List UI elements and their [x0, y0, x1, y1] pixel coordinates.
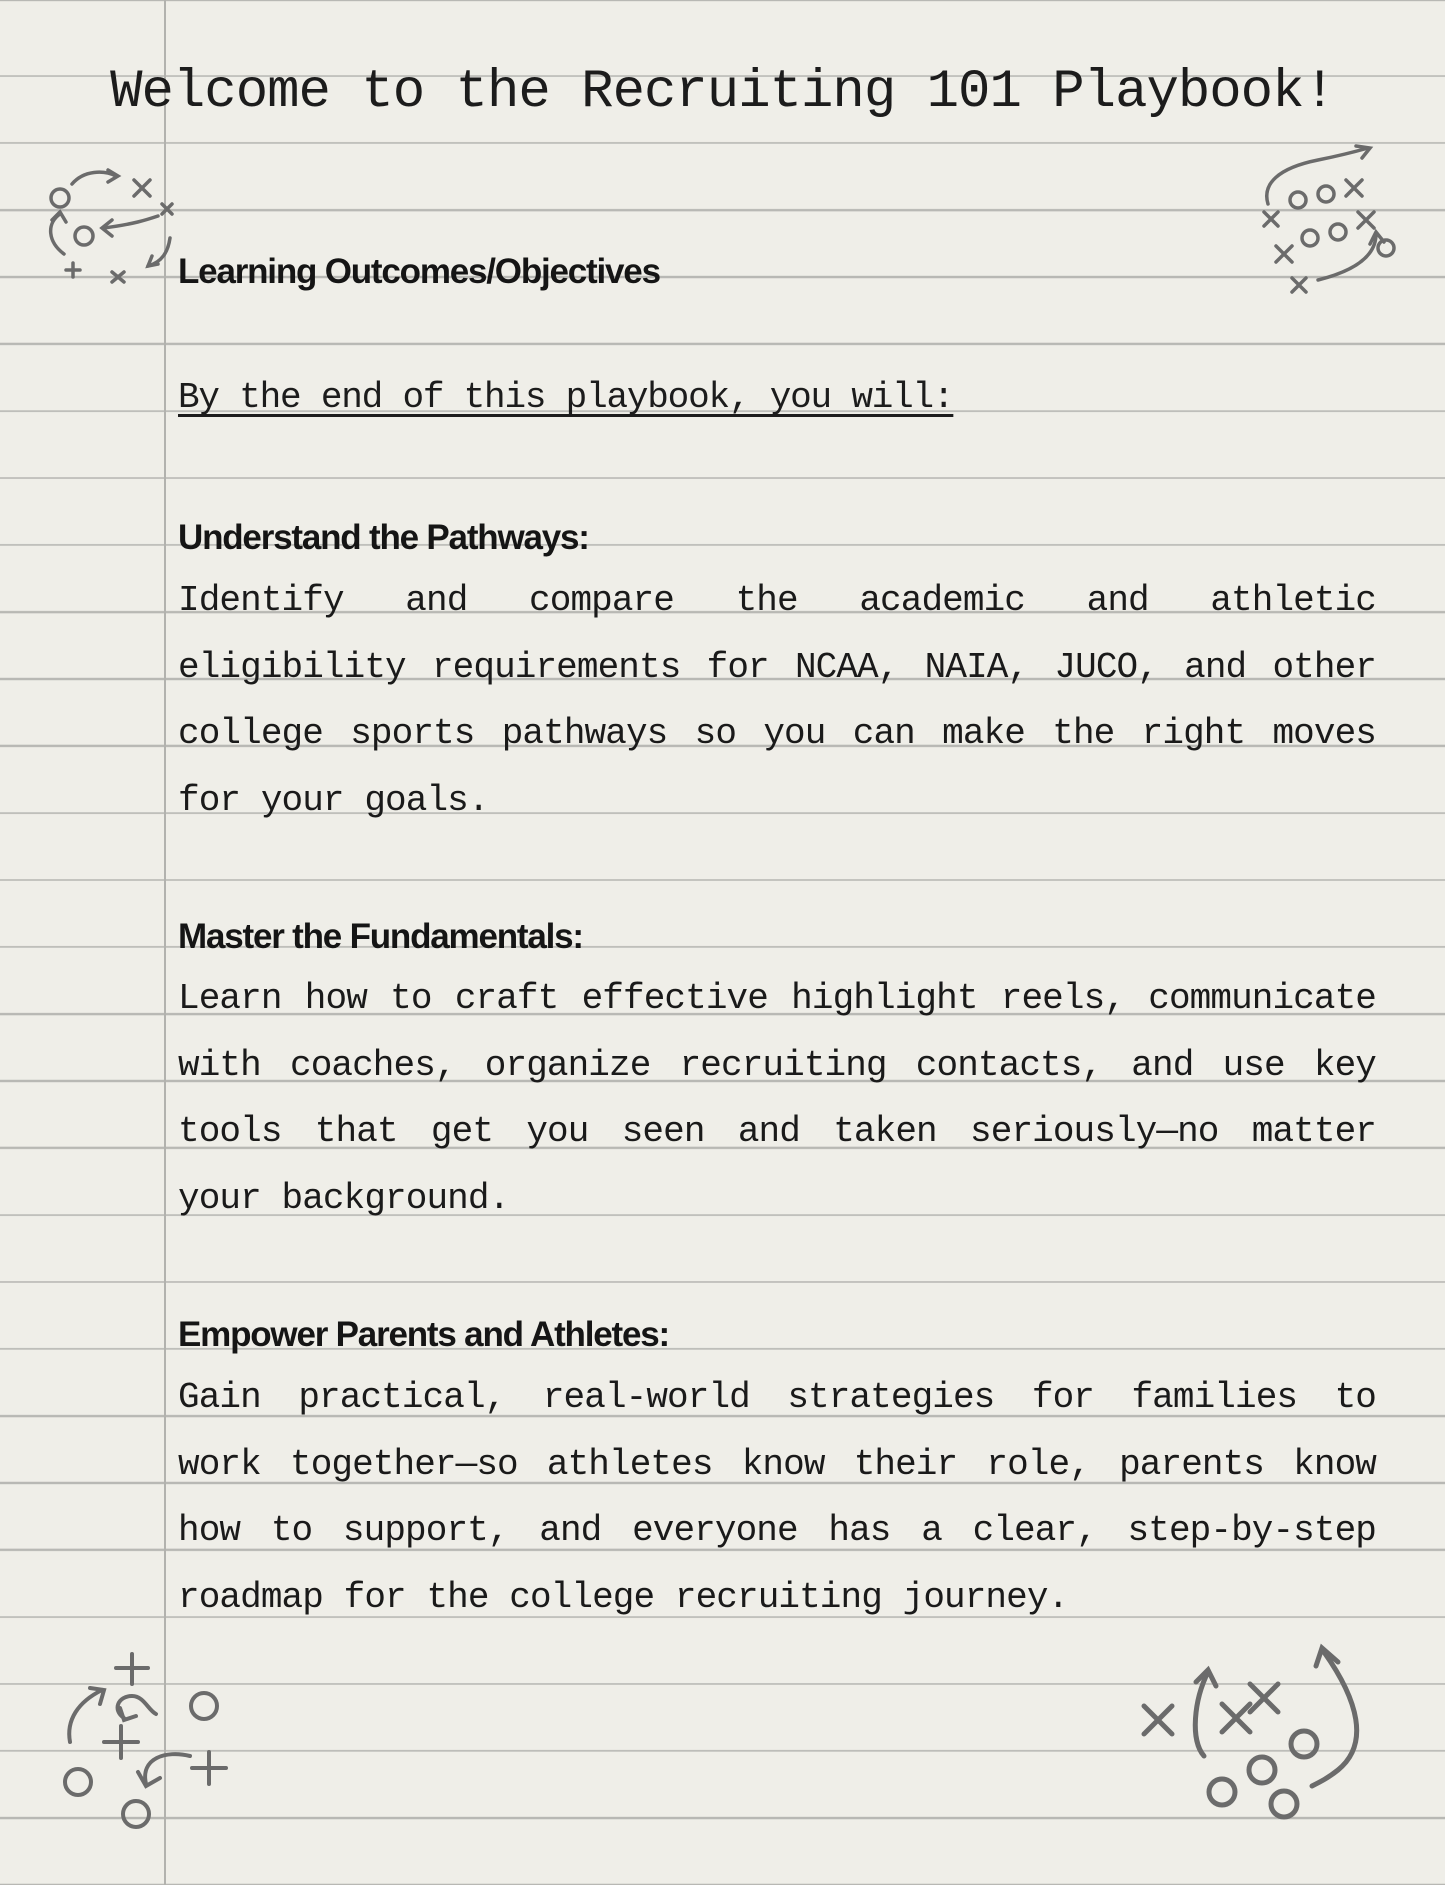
outcome-body-fundamentals: Learn how to craft effective highlight reels, communicate with coaches, organize recruiting contacts, and use key tools that get you seen and taken seriously—no matter your background.	[178, 978, 1376, 1219]
play-diagram-icon	[38, 160, 178, 290]
play-diagram-icon	[1258, 144, 1408, 304]
play-diagram-icon	[1138, 1640, 1368, 1820]
outcome-heading-pathways: Understand the Pathways:	[178, 518, 589, 557]
play-diagram-icon	[56, 1650, 236, 1830]
section-heading: Learning Outcomes/Objectives	[178, 252, 660, 291]
outcome-body-empower: Gain practical, real-world strategies for families to work together—so athletes know their role, parents know how to support, and everyone has a clear, step-by-step roadmap for the college recruiting journey.	[178, 1377, 1376, 1618]
outcome-heading-empower: Empower Parents and Athletes:	[178, 1315, 669, 1354]
page-title: Welcome to the Recruiting 101 Playbook!	[110, 62, 1335, 123]
outcome-heading-fundamentals: Master the Fundamentals:	[178, 917, 583, 956]
intro-text: By the end of this playbook, you will:	[178, 377, 954, 418]
outcome-body-pathways: Identify and compare the academic and athletic eligibility requirements for NCAA, NAIA, JUCO, and other college sports pathways so you can make the right moves for your goals.	[178, 580, 1376, 821]
